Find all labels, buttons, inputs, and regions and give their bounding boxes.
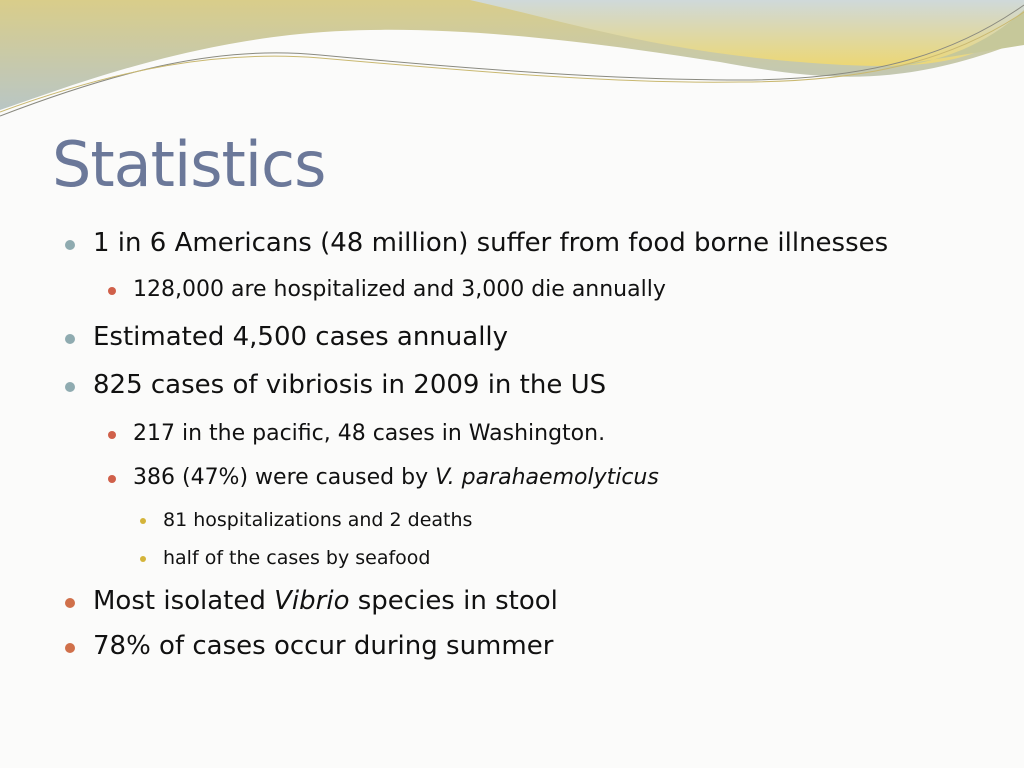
bullet-dot-icon [140,556,146,562]
bullet-text: 81 hospitalizations and 2 deaths [163,509,473,531]
bullet-item [93,228,888,258]
bullet-item [93,322,508,352]
bullet-dot-icon [65,598,75,608]
bullet-item [133,465,659,490]
bullet-text: 1 in 6 Americans (48 million) suffer from food borne illnesses [93,228,889,258]
bullet-item [93,370,606,400]
bullet-item [133,421,605,446]
bullet-text: 386 (47%) were caused by [133,465,436,490]
bullet-dot-icon [108,287,116,295]
bullet-suffix-text: species in stool [349,586,558,616]
bullet-italic-text: V. parahaemolyticus [435,465,659,490]
bullet-dot-icon [140,518,146,524]
bullet-item [93,586,558,616]
bullet-dot-icon [65,334,75,344]
bullet-dot-icon [108,475,116,483]
bullet-dot-icon [108,431,116,439]
bullet-text: 217 in the pacific, 48 cases in Washington. [133,421,606,446]
bullet-item [163,547,430,569]
bullet-text: 825 cases of vibriosis in 2009 in the US [93,370,607,400]
bullet-text: Estimated 4,500 cases annually [93,322,509,352]
header-wave-decoration [0,0,1024,120]
bullet-item [93,631,553,661]
bullet-text: Most isolated [93,586,275,616]
bullet-dot-icon [65,382,75,392]
bullet-italic-text: Vibrio [274,586,350,616]
bullet-item [163,509,472,531]
bullet-dot-icon [65,240,75,250]
slide-title: Statistics [52,128,326,201]
bullet-text: 128,000 are hospitalized and 3,000 die annually [133,277,666,302]
bullet-text: half of the cases by seafood [163,547,431,569]
bullet-dot-icon [65,643,75,653]
bullet-text: 78% of cases occur during summer [93,631,554,661]
bullet-item [133,277,666,302]
